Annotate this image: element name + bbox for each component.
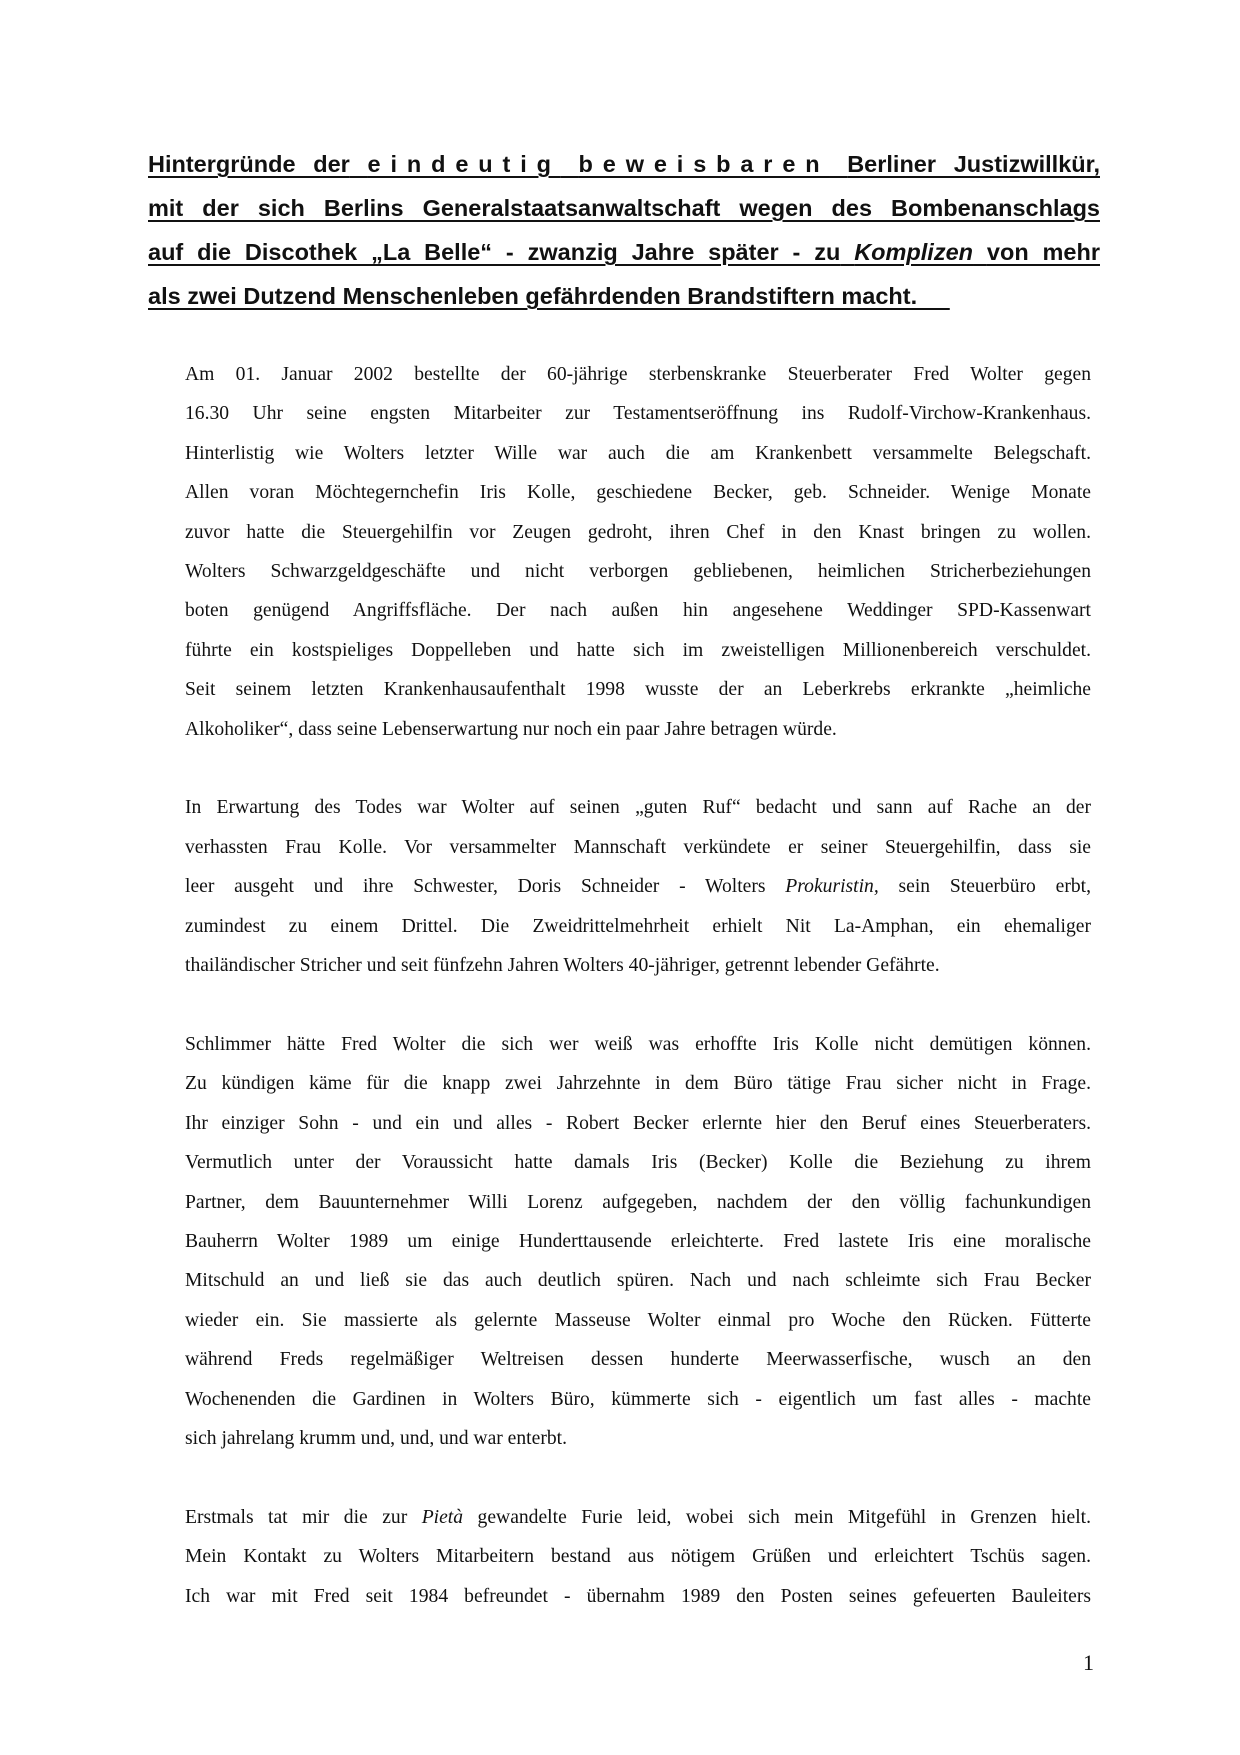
paragraph-3 [185, 1025, 1091, 1458]
text-line: zumindest zu einem Drittel. Die Zweidrittelmehrheit erhielt Nit La-Amphan, ein ehemaliger [185, 915, 1091, 937]
heading-line-2: mit der sich Berlins Generalstaatsanwaltschaft wegen des Bombenanschlags [148, 195, 1100, 221]
text-fragment: sein Steuerbüro erbt, [898, 876, 1091, 898]
text-line: Partner, dem Bauunternehmer Willi Lorenz aufgegeben, nachdem der den völlig fachunkundigen [185, 1191, 1091, 1213]
text-line: verhassten Frau Kolle. Vor versammelter Mannschaft verkündete er seiner Steuergehilfin, dass sie [185, 836, 1091, 858]
text-line: während Freds regelmäßiger Weltreisen dessen hunderte Meerwasserfische, wusch an den [185, 1349, 1091, 1371]
text-line: Wolters Schwarzgeldgeschäfte und nicht verborgen gebliebenen, heimlichen Stricherbeziehungen [185, 561, 1091, 583]
heading-spaced-word: eindeutig [367, 151, 561, 177]
heading-spaced-word: beweisbaren [578, 151, 830, 177]
text-line: Bauherrn Wolter 1989 um einige Hunderttausende erleichterte. Fred lastete Iris eine moralische [185, 1230, 1091, 1252]
text-line: boten genügend Angriffsfläche. Der nach außen hin angesehene Weddinger SPD-Kassenwart [185, 600, 1091, 622]
text-line [185, 1498, 1091, 1537]
text-line: thailändischer Stricher und seit fünfzehn Jahren Wolters 40-jähriger, getrennt lebender Gefährte. [185, 955, 940, 977]
heading-text: von mehr [986, 239, 1100, 265]
heading-text: Berliner Justizwillkür, [847, 151, 1100, 177]
text-emphasis: Pietà [421, 1506, 464, 1528]
text-fragment: leer ausgeht und ihre Schwester, Doris Schneider - Wolters [185, 876, 766, 898]
document-heading [148, 142, 1100, 318]
heading-line-1 [148, 142, 1100, 186]
text-line: Am 01. Januar 2002 bestellte der 60-jährige sterbenskranke Steuerberater Fred Wolter gegen [185, 364, 1091, 385]
paragraph-1 [185, 355, 1091, 749]
text-line: Allen voran Möchtegernchefin Iris Kolle, geschiedene Becker, geb. Schneider. Wenige Monate [185, 482, 1091, 504]
text-line [185, 867, 1091, 906]
text-line: Wochenenden die Gardinen in Wolters Büro, kümmerte sich - eigentlich um fast alles - machte [185, 1388, 1091, 1410]
heading-emphasis: Komplizen [854, 239, 974, 265]
text-line: wieder ein. Sie massierte als gelernte Masseuse Wolter einmal pro Woche den Rücken. Fütterte [185, 1309, 1091, 1331]
text-line: sich jahrelang krumm und, und, und war enterbt. [185, 1427, 567, 1449]
text-line: Hinterlistig wie Wolters letzter Wille war auch die am Krankenbett versammelte Belegschaft. [185, 442, 1091, 464]
text-line: Mitschuld an und ließ sie das auch deutlich spüren. Nach und nach schleimte sich Frau Becker [185, 1270, 1091, 1292]
paragraph-4 [185, 1498, 1091, 1616]
text-line: Ich war mit Fred seit 1984 befreundet - übernahm 1989 den Posten seines gefeuerten Bauleiters [185, 1585, 1091, 1607]
page-number: 1 [1083, 1650, 1094, 1675]
text-line: Alkoholiker“, dass seine Lebenserwartung nur noch ein paar Jahre betragen würde. [185, 718, 837, 740]
heading-line-3 [148, 230, 1100, 274]
heading-text: auf die Discothek „La Belle“ - zwanzig Jahre später - zu [148, 239, 841, 265]
text-line: Seit seinem letzten Krankenhausaufenthalt 1998 wusste der an Leberkrebs erkrankte „heimliche [185, 679, 1091, 701]
text-line: 16.30 Uhr seine engsten Mitarbeiter zur Testamentseröffnung ins Rudolf-Virchow-Krankenhaus. [185, 403, 1091, 425]
text-line: Schlimmer hätte Fred Wolter die sich wer weiß was erhoffte Iris Kolle nicht demütigen können. [185, 1033, 1091, 1055]
document-body [185, 355, 1091, 1655]
text-fragment: gewandelte Furie leid, wobei sich mein Mitgefühl in Grenzen hielt. [477, 1506, 1091, 1528]
heading-line-4: als zwei Dutzend Menschenleben gefährdenden Brandstiftern macht. [148, 283, 950, 309]
heading-text: Hintergründe der [148, 151, 350, 177]
text-line: Mein Kontakt zu Wolters Mitarbeitern bestand aus nötigem Grüßen und erleichtert Tschüs sagen. [185, 1546, 1091, 1568]
text-line: Vermutlich unter der Voraussicht hatte damals Iris (Becker) Kolle die Beziehung zu ihrem [185, 1152, 1091, 1174]
text-line: führte ein kostspieliges Doppelleben und hatte sich im zweistelligen Millionenbereich verschuldet. [185, 639, 1091, 661]
text-line: Zu kündigen käme für die knapp zwei Jahrzehnte in dem Büro tätige Frau sicher nicht in Frage. [185, 1073, 1091, 1095]
text-fragment: Erstmals tat mir die zur [185, 1506, 408, 1528]
text-line: In Erwartung des Todes war Wolter auf seinen „guten Ruf“ bedacht und sann auf Rache an der [185, 797, 1091, 819]
paragraph-2 [185, 788, 1091, 985]
text-emphasis: Prokuristin, [785, 876, 879, 898]
text-line: Ihr einziger Sohn - und ein und alles - Robert Becker erlernte hier den Beruf eines Steuerberaters. [185, 1112, 1091, 1134]
text-line: zuvor hatte die Steuergehilfin vor Zeugen gedroht, ihren Chef in den Knast bringen zu wollen. [185, 521, 1091, 543]
